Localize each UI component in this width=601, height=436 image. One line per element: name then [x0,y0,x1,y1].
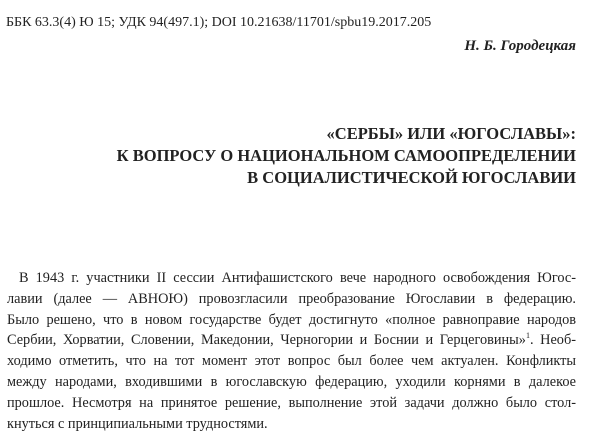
title-line: «СЕРБЫ» ИЛИ «ЮГОСЛАВЫ»: [326,124,576,143]
classification-codes: ББК 63.3(4) Ю 15; УДК 94(497.1); DOI 10.21638/11701/spbu19.2017.205 [6,15,432,30]
title-line: К ВОПРОСУ О НАЦИОНАЛЬНОМ САМООПРЕДЕЛЕНИИ [116,146,576,165]
body-text: . Необ- [529,332,576,349]
body-line: кнуться с принципиальными трудностями. [7,415,268,432]
body-line: прошлое. Несмотря на принятое решение, выполнение этой задачи должно было стол- [7,394,576,411]
body-line: между народами, входившими в югославскую федерацию, уходили корнями в далекое [7,373,576,390]
title-line: В СОЦИАЛИСТИЧЕСКОЙ ЮГОСЛАВИИ [247,168,576,187]
body-line: ходимо отметить, что на тот момент этот вопрос был более чем актуален. Конфликты [7,353,576,370]
body-line: лавии (далее — АВНОЮ) провозгласили преобразование Югославии в федерацию. [7,290,576,307]
author-name: Н. Б. Городецкая [464,38,576,54]
footnote-ref[interactable]: 1 [525,331,530,341]
article-title [117,123,576,189]
body-line: В 1943 г. участники II сессии Антифашистского вече народного освобождения Югос- [19,270,576,286]
body-line [7,330,576,351]
body-line: Было решено, что в новом государстве будет достигнуто «полное равноправие народов [7,311,576,328]
article-body [7,268,576,434]
body-text: Сербии, Хорватии, Словении, Македонии, Черногории и Боснии и Герцеговины» [7,332,526,349]
